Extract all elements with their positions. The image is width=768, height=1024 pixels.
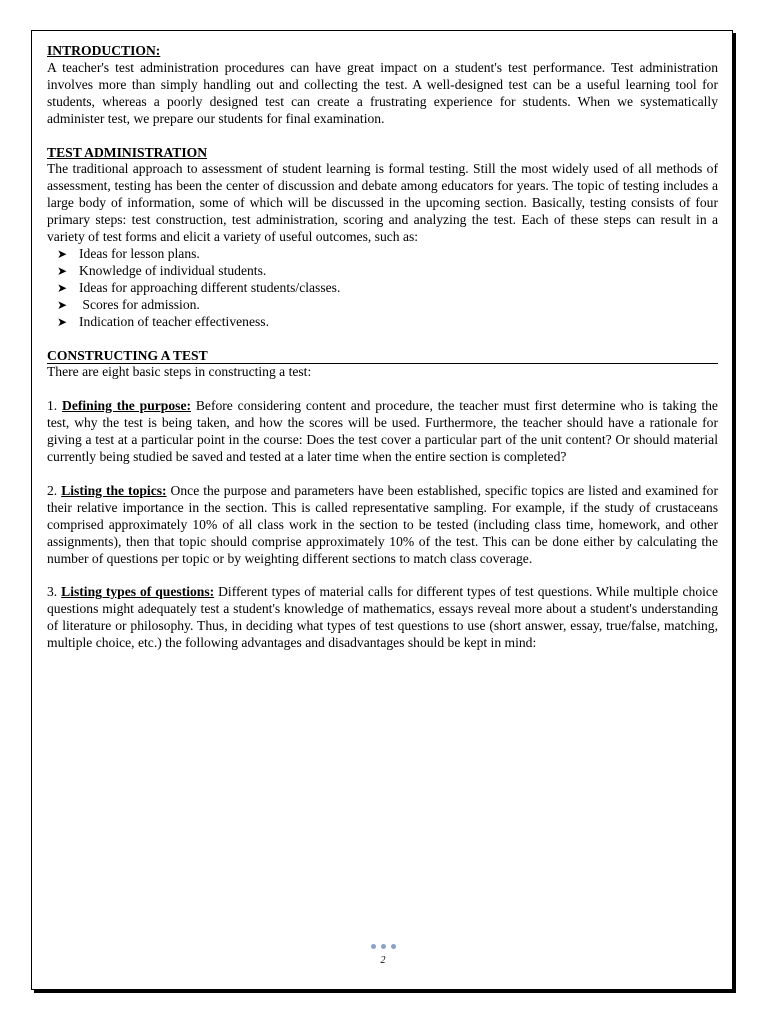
page-footer <box>32 936 734 967</box>
list-item: ➤ Indication of teacher effectiveness. <box>57 313 269 329</box>
list-item: ➤ Knowledge of individual students. <box>57 262 267 278</box>
intro-paragraph: A teacher's test administration procedures can have great impact on a student's test performance. Test administration involves more than simply handling out and collecting the test. A well-designed test can be a useful learning tool for students, whereas a poorly designed test can create a frustrating experience for students. When we systematically administer test, we prepare our students for final examination. <box>47 59 718 126</box>
constructing-heading: CONSTRUCTING A TEST <box>47 348 718 365</box>
step-1-paragraph <box>47 398 718 466</box>
list-item: ➤ Scores for admission. <box>57 296 200 312</box>
intro-heading: INTRODUCTION: <box>47 43 161 58</box>
page-number: 2 <box>380 955 386 966</box>
step-text: Once the purpose and parameters have been established, specific topics are listed and examined for their relative importance in the section. This is called representative sampling. For example, if the study of crustaceans comprised approximately 10% of all class work in the section to be tested (including class time, homework, and other assignments), then that topic should comprise approximately 10% of the test. This can be done either by calculating the number of questions per topic or by weighting different sections to match class coverage. <box>47 482 718 566</box>
step-title: Defining the purpose: <box>62 398 192 414</box>
arrow-bullet-icon: ➤ <box>57 246 68 261</box>
step-title: Listing types of questions: <box>61 584 215 600</box>
list-item: ➤ Ideas for approaching different students/classes. <box>57 279 341 295</box>
administration-heading: TEST ADMINISTRATION <box>47 144 208 160</box>
list-item: ➤ Ideas for lesson plans. <box>57 245 200 261</box>
page-content <box>47 43 718 652</box>
constructing-intro: There are eight basic steps in constructing a test: <box>47 364 312 380</box>
step-title: Listing the topics: <box>61 482 167 498</box>
step-text: Before considering content and procedure, the teacher must first determine who is taking the test, why the test is being taken, and how the scores will be used. Furthermore, the teacher should have a rationale for giving a test at a particular point in the course: Does the test cover a particular part of the unit content? Or should material currently being studied be saved and tested at a later time when the entire section is completed? <box>47 398 718 465</box>
arrow-bullet-icon: ➤ <box>57 280 68 295</box>
arrow-bullet-icon: ➤ <box>57 297 68 312</box>
step-3-paragraph <box>47 584 718 652</box>
step-number: 3. <box>47 584 58 600</box>
step-text: Different types of material calls for different types of test questions. While multiple choice questions might adequately test a student's knowledge of mathematics, essays reveal more about a student's understanding of literature or philosophy. Thus, in deciding what types of test questions to use (short answer, essay, true/false, matching, multiple choice, etc.) the following advantages and disadvantages should be kept in mind: <box>47 584 718 651</box>
arrow-bullet-icon: ➤ <box>57 263 68 278</box>
step-number: 2. <box>47 482 58 498</box>
outcomes-list <box>47 246 718 331</box>
ellipsis-dots-icon <box>371 944 396 949</box>
page-frame <box>31 30 733 990</box>
arrow-bullet-icon: ➤ <box>57 314 68 329</box>
step-number: 1. <box>47 398 58 414</box>
administration-paragraph: The traditional approach to assessment of student learning is formal testing. Still the most widely used of all methods of assessment, testing has been the center of discussion and debate among educators for years. The topic of testing includes a large body of information, some of which will be discussed in the upcoming section. Basically, testing consists of four primary steps: test construction, test administration, scoring and analyzing the test. Each of these steps can result in a variety of test forms and elicit a variety of useful outcomes, such as: <box>47 161 718 245</box>
step-2-paragraph <box>47 483 718 568</box>
